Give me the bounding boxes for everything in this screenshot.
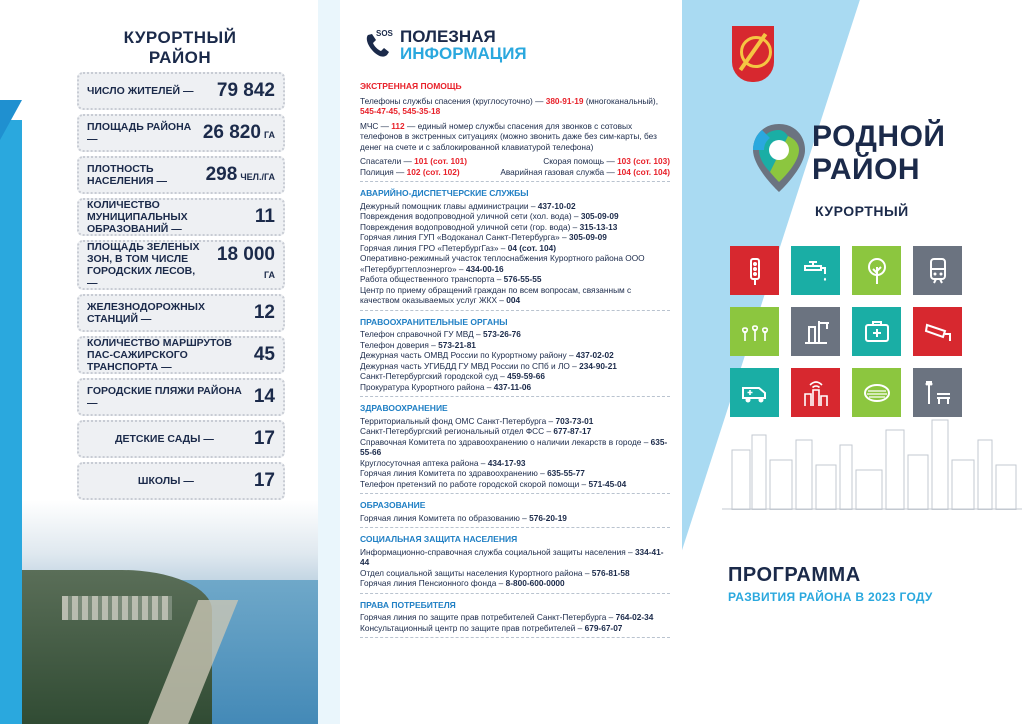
tile-traffic-light <box>730 246 779 295</box>
stat-schools <box>77 462 285 500</box>
construction-icon <box>801 317 831 347</box>
stat-label: ПЛОЩАДЬ РАЙОНА — <box>87 121 192 145</box>
stat-label: КОЛИЧЕСТВО МАРШРУТОВ ПАС-САЖИРСКОГО ТРАНСПОРТА — <box>87 337 232 373</box>
contact-line: Повреждения водопроводной уличной сети (гор. вода) – 315-13-13 <box>360 221 618 232</box>
coat-of-arms-icon <box>732 26 774 82</box>
mchs-info: МЧС — 112 — единый номер службы спасения для звонков с сотовых телефонов в экстренных ситуациях (можно звонить даже без сим-карты, без денег на счете и с заблокированной клавиатурой телефона) <box>360 120 657 152</box>
rescue-phones: Телефоны службы спасения (круглосуточно) — 380-91-19 (многоканальный), 545-47-45, 545-35-18 <box>360 95 658 116</box>
stat-label: КОЛИЧЕСТВО МУНИЦИПАЛЬНЫХ ОБРАЗОВАНИЙ — <box>87 199 188 235</box>
tree-icon <box>862 256 892 286</box>
contact-line: Оперативно-режимный участок теплоснабжения Курортного района ООО «Петербургтеплоэнерго» – 434-00-16 <box>360 253 645 274</box>
contact-line: Горячая линия ГРО «ПетербургГаз» – 04 (сот. 104) <box>360 242 557 253</box>
emergency-row-2: Полиция — 102 (сот. 102) Аварийная газовая служба — 104 (сот. 104) <box>360 166 670 177</box>
contact-line: Повреждения водопроводной уличной сети (хол. вода) – 305-09-09 <box>360 211 619 221</box>
contact-sections <box>360 188 670 638</box>
stat-value: 14 <box>253 386 275 407</box>
stat-green-zones <box>77 240 285 290</box>
contact-line: Прокуратура Курортного района – 437-11-06 <box>360 381 532 392</box>
contact-line: Санкт-Петербургский городской суд – 459-59-66 <box>360 371 545 381</box>
stat-municipalities <box>77 198 285 236</box>
contact-line: Дежурный помощник главы администрации – 437-10-02 <box>360 200 576 211</box>
stat-value: 18 000 ГА <box>216 244 275 280</box>
sos-label: SOS <box>376 29 393 38</box>
sprouts-icon <box>740 317 770 347</box>
ambulance-van-icon <box>740 378 770 408</box>
contact-line: Горячая линия Комитета по образованию – 576-20-19 <box>360 512 567 523</box>
left-stripe-corner <box>0 100 22 140</box>
wifi-buildings-icon <box>801 378 831 408</box>
stat-kindergartens <box>77 420 285 458</box>
brand-title: РОДНОЙ РАЙОН <box>812 120 946 186</box>
district-title-line2: РАЙОН <box>148 48 212 67</box>
stat-label: ПЛОТНОСТЬ НАСЕЛЕНИЯ — <box>87 163 167 187</box>
contact-line: Круглосуточная аптека района – 434-17-93 <box>360 457 526 468</box>
traffic-light-icon <box>740 256 770 286</box>
stat-rail-stations <box>77 294 285 332</box>
useful-info-header <box>362 28 527 62</box>
tile-first-aid <box>852 307 901 356</box>
stat-value: 17 <box>253 470 275 491</box>
contact-line: Горячая линия ГУП «Водоканал Санкт-Петербурга» – 305-09-09 <box>360 232 607 242</box>
stat-label: ЖЕЛЕЗНОДОРОЖНЫХ СТАНЦИЙ — <box>87 301 205 325</box>
tile-tree <box>852 246 901 295</box>
contact-line: Телефон справочной ГУ МВД – 573-26-76 <box>360 329 521 339</box>
contact-line: Телефон претензий по работе городской скорой помощи – 571-45-04 <box>360 478 627 489</box>
first-aid-icon <box>862 317 892 347</box>
tile-water-tap <box>791 246 840 295</box>
park-bench-icon <box>923 378 953 408</box>
program-subtitle: РАЗВИТИЯ РАЙОНА В 2023 ГОДУ <box>728 590 933 604</box>
contact-line: Телефон доверия – 573-21-81 <box>360 339 476 350</box>
stat-density <box>77 156 285 194</box>
left-right-stripe <box>318 0 340 724</box>
stat-value: 17 <box>253 428 275 449</box>
tile-construction <box>791 307 840 356</box>
security-camera-icon <box>923 317 953 347</box>
contact-line: Работа общественного транспорта – 576-55-55 <box>360 274 542 284</box>
left-blue-stripe <box>0 120 22 724</box>
stat-value: 11 <box>254 206 275 227</box>
cover-panel <box>682 0 1024 724</box>
road-surface-icon <box>862 378 892 408</box>
tile-security-camera <box>913 307 962 356</box>
stat-value: 45 <box>253 344 275 365</box>
contact-line: Горячая линия Пенсионного фонда – 8-800-600-0000 <box>360 578 565 588</box>
stat-label: ГОРОДСКИЕ ПЛЯЖИ РАЙОНА — <box>87 385 242 409</box>
stat-label: ПЛОЩАДЬ ЗЕЛЕНЫХ ЗОН, В ТОМ ЧИСЛЕ ГОРОДСКИХ ЛЕСОВ, — <box>87 241 200 289</box>
contact-line: Санкт-Петербургский региональный отдел ФСС – 677-87-17 <box>360 426 592 436</box>
emergency-row-1: Спасатели — 101 (сот. 101) Скорая помощь — 103 (сот. 103) <box>360 156 670 166</box>
section-heading: ОБРАЗОВАНИЕ <box>360 500 426 510</box>
contact-line: Горячая линия Комитета по здравоохранению – 635-55-77 <box>360 468 585 478</box>
district-title <box>80 28 280 68</box>
stat-label: ЧИСЛО ЖИТЕЛЕЙ — <box>87 85 194 97</box>
section-heading: ПРАВА ПОТРЕБИТЕЛЯ <box>360 599 456 610</box>
section-heading: ЗДРАВООХРАНЕНИЕ <box>360 403 448 413</box>
program-title: ПРОГРАММА <box>728 564 861 586</box>
stat-beaches <box>77 378 285 416</box>
contact-line: Консультационный центр по защите прав потребителей – 679-67-07 <box>360 622 623 633</box>
contact-line: Центр по приему обращений граждан по всем вопросам, связанным с качеством оказываемых услуг ЖКХ – 004 <box>360 284 632 305</box>
stat-transport-routes <box>77 336 285 374</box>
stat-label: ДЕТСКИЕ САДЫ — <box>115 433 214 445</box>
contact-line: Справочная Комитета по здравоохранению о наличии лекарств в городе – 635-55-66 <box>360 436 668 457</box>
contact-line: Отдел социальной защиты населения Курортного района – 576-81-58 <box>360 567 630 578</box>
useful-info-panel <box>340 0 682 724</box>
stat-population <box>77 72 285 110</box>
useful-info-title: ПОЛЕЗНАЯ ИНФОРМАЦИЯ <box>400 27 527 63</box>
stat-value: 79 842 <box>216 80 275 101</box>
tile-train <box>913 246 962 295</box>
section-heading: АВАРИЙНО-ДИСПЕТЧЕРСКИЕ СЛУЖБЫ <box>360 188 529 198</box>
district-name: КУРОРТНЫЙ <box>815 203 909 219</box>
contact-line: Дежурная часть ОМВД России по Курортному району – 437-02-02 <box>360 350 614 360</box>
stat-label: ШКОЛЫ — <box>137 475 194 487</box>
stat-value: 12 <box>253 302 275 323</box>
stats-list <box>77 72 285 504</box>
contact-line: Дежурная часть УГИБДД ГУ МВД России по СПб и ЛО – 234-90-21 <box>360 360 617 371</box>
stat-value: 26 820 ГА <box>202 122 275 143</box>
left-panel <box>0 0 340 724</box>
section-heading: ПРАВООХРАНИТЕЛЬНЫЕ ОРГАНЫ <box>360 316 508 327</box>
map-pin-logo-icon <box>750 122 808 194</box>
train-icon <box>923 256 953 286</box>
water-tap-icon <box>801 256 831 286</box>
contact-line: Территориальный фонд ОМС Санкт-Петербурга – 703-73-01 <box>360 415 594 426</box>
district-title-line1: КУРОРТНЫЙ <box>123 28 237 47</box>
emergency-heading: ЭКСТРЕННАЯ ПОМОЩЬ <box>360 81 462 91</box>
section-heading: СОЦИАЛЬНАЯ ЗАЩИТА НАСЕЛЕНИЯ <box>360 534 518 544</box>
tile-sprouts <box>730 307 779 356</box>
contacts-content <box>360 78 670 638</box>
stat-area <box>77 114 285 152</box>
contact-line: Информационно-справочная служба социальной защиты населения – 334-41-44 <box>360 546 664 567</box>
sos-phone-icon <box>362 29 394 61</box>
icon-tiles-grid <box>730 246 964 417</box>
stat-value: 298 ЧЕЛ./ГА <box>205 164 275 185</box>
coastline-photo <box>22 500 318 724</box>
city-skyline-illustration <box>722 410 1022 510</box>
contact-line: Горячая линия по защите прав потребителей Санкт-Петербурга – 764-02-34 <box>360 612 654 622</box>
